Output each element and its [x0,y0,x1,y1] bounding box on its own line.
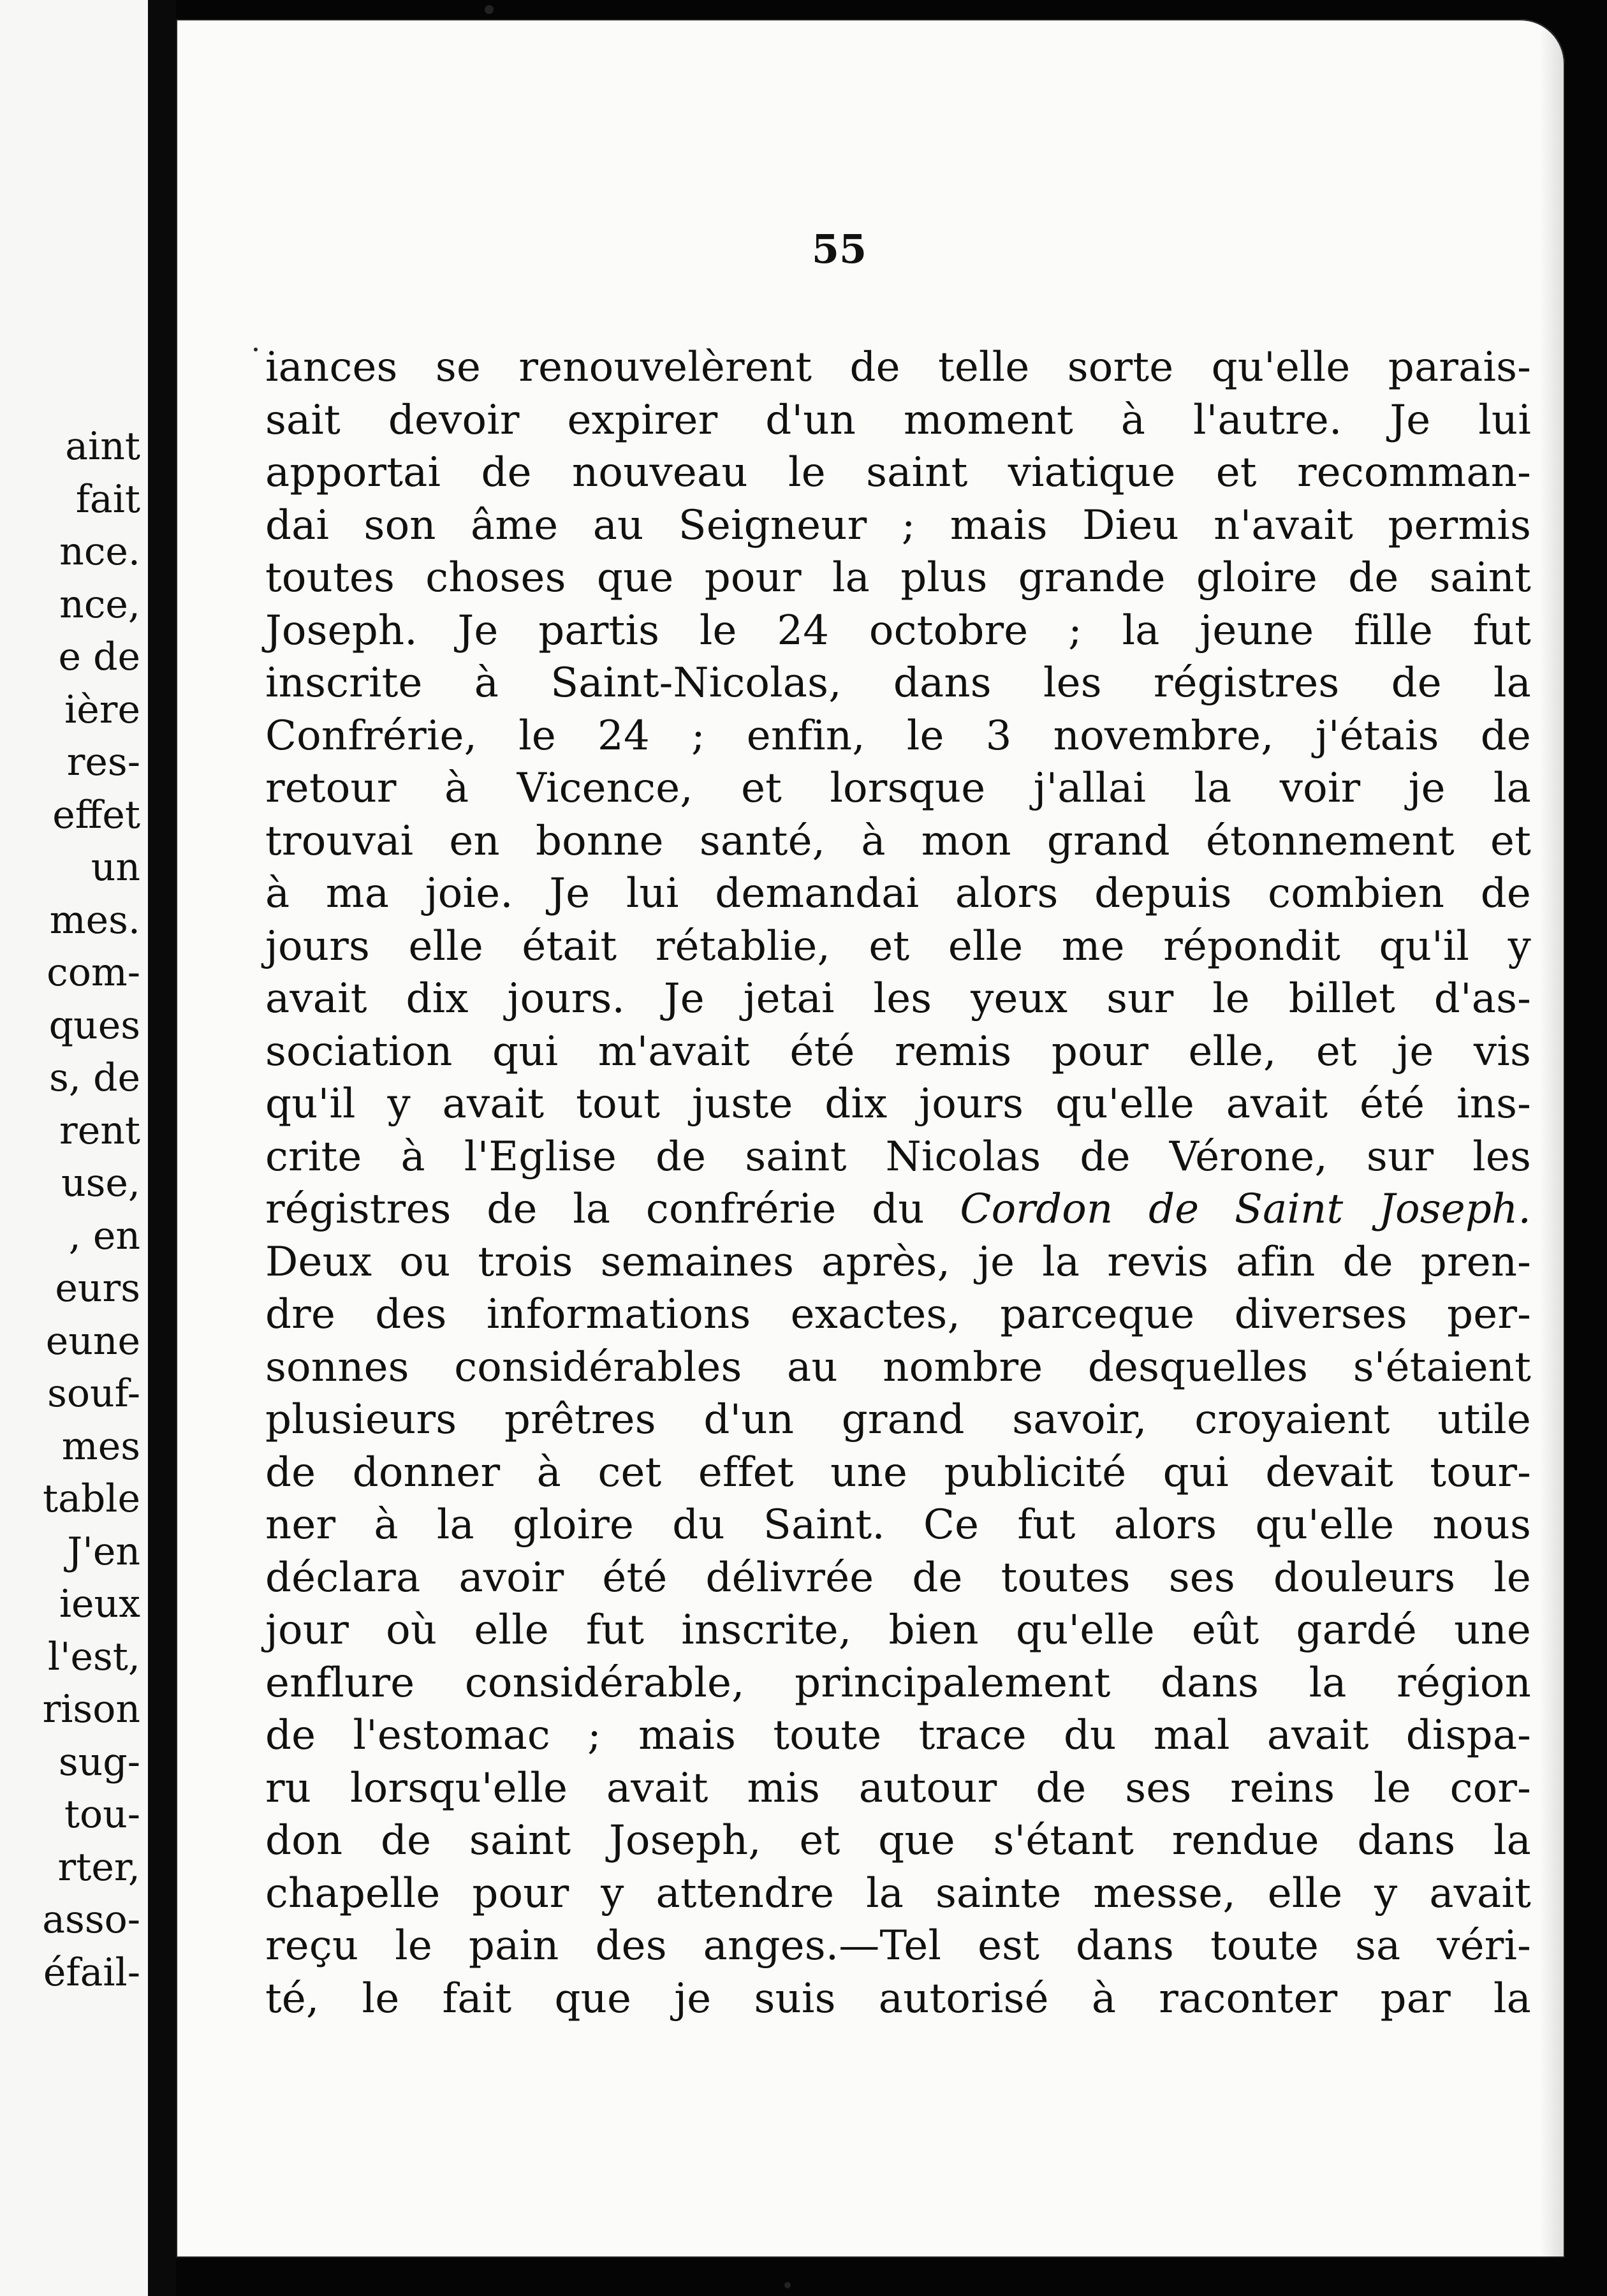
scan-speck [784,2282,791,2288]
text-line [265,1026,1531,1078]
text-line [265,710,1531,763]
text-line-content: Confrérie, le 24 ; enfin, le 3 novembre, j'étais de [265,712,1531,760]
previous-page-line: l'est, [47,1634,140,1679]
text-line [265,973,1531,1026]
text-line [265,920,1531,973]
text-line [265,1920,1531,1973]
previous-page-line: aint [65,424,140,469]
text-line [265,1078,1531,1131]
text-line [265,1183,1531,1236]
text-line [265,446,1531,499]
scan-speck [485,5,494,14]
text-line-content: don de saint Joseph, et que s'étant rendue dans la [265,1817,1531,1864]
previous-page-line: res- [66,740,140,784]
previous-page-line: rent [59,1108,140,1153]
text-line [265,1288,1531,1341]
previous-page-line: s, de [49,1056,140,1100]
previous-page-line: ière [64,687,140,732]
text-line-content: Joseph. Je partis le 24 octobre ; la jeune fille fut [265,607,1531,654]
previous-page-line: com- [47,950,140,995]
text-line-content: reçu le pain des anges.—Tel est dans toute sa véri- [265,1922,1531,1969]
previous-page-line: un [91,845,140,890]
previous-page-line: effet [52,792,140,837]
text-line [265,1341,1531,1394]
book-page [176,19,1565,2258]
previous-page-line: ieux [59,1582,140,1626]
text-line-content: sait devoir expirer d'un moment à l'autre. Je lui [265,396,1531,444]
text-line-content: ner à la gloire du Saint. Ce fut alors qu'elle nous [265,1501,1531,1549]
previous-page-line: J'en [67,1529,140,1574]
text-line [265,341,1531,394]
text-line [265,1446,1531,1499]
text-line-content: avait dix jours. Je jetai les yeux sur le billet d'as- [265,975,1531,1022]
text-line-content: qu'il y avait tout juste dix jours qu'elle avait été ins- [265,1080,1531,1128]
text-line [265,1236,1531,1289]
text-line [265,1131,1531,1184]
previous-page-line: tou- [64,1792,140,1837]
text-line-content: Deux ou trois semaines après, je la revis afin de pren- [265,1238,1531,1286]
previous-page-line: fait [75,476,140,522]
text-line-content: chapelle pour y attendre la sainte messe, elle y avait [265,1869,1531,1917]
text-line [265,657,1531,710]
previous-page-line: mes. [49,897,140,943]
text-line-content: jour où elle fut inscrite, bien qu'elle eût gardé une [265,1607,1531,1654]
text-line [265,867,1531,920]
text-line-content: apportai de nouveau le saint viatique et recomman- [265,449,1531,496]
text-line-content: sonnes considérables au nombre desquelles s'étaient [265,1343,1531,1391]
text-line-content: trouvai en bonne santé, à mon grand étonnement et [265,817,1531,865]
previous-page-line: e de [58,635,140,679]
text-line [265,1762,1531,1815]
text-line [265,815,1531,868]
previous-page-line: rison [42,1687,140,1732]
text-line [265,1709,1531,1762]
previous-page-line: asso- [42,1897,140,1942]
text-line-content: enflure considérable, principalement dans la région [265,1659,1531,1707]
text-line-content: régistres de la confrérie du [265,1186,960,1233]
text-line [265,394,1531,447]
previous-page-line: nce. [59,529,140,574]
text-line [265,1973,1531,2026]
text-line [265,1657,1531,1710]
text-line-content: retour à Vicence, et lorsque j'allai la voir je la [265,765,1531,812]
previous-page-line: nce, [59,582,140,627]
text-line [265,552,1531,605]
previous-page-line: éfail- [43,1950,140,1995]
text-line-content: dai son âme au Seigneur ; mais Dieu n'avait permis [265,501,1531,549]
text-line-content: de donner à cet effet une publicité qui devait tour- [265,1448,1531,1496]
text-line-content: dre des informations exactes, parceque diverses per- [265,1291,1531,1338]
text-line-content: crite à l'Eglise de saint Nicolas de Vérone, sur les [265,1133,1531,1181]
text-line-content: de l'estomac ; mais toute trace du mal avait dispa- [265,1712,1531,1759]
page-number: 55 [811,226,867,272]
italic-title: Cordon de Saint Joseph. [960,1186,1531,1233]
text-line [265,605,1531,658]
text-line [265,762,1531,815]
text-line-content: à ma joie. Je lui demandai alors depuis combien de [265,870,1531,917]
previous-page-line: sug- [58,1739,140,1785]
previous-page-line: use, [61,1161,140,1205]
text-line-content: ru lorsqu'elle avait mis autour de ses reins le cor- [265,1764,1531,1812]
text-line-content: toutes choses que pour la plus grande gloire de saint [265,554,1531,601]
text-line [265,499,1531,552]
previous-page-line: , en [68,1213,140,1258]
text-line-content: déclara avoir été délivrée de toutes ses douleurs le [265,1554,1531,1601]
previous-page-line: ques [48,1003,140,1048]
scan-speck [254,348,258,351]
text-line [265,1552,1531,1605]
text-line-content: iances se renouvelèrent de telle sorte qu'elle parais- [265,344,1531,391]
text-line-content: té, le fait que je suis autorisé à raconter par la [265,1975,1531,2022]
previous-page-line: eurs [55,1266,140,1311]
text-line-content: plusieurs prêtres d'un grand savoir, croyaient utile [265,1396,1531,1443]
text-line [265,1394,1531,1446]
previous-page-line: rter, [57,1844,140,1890]
page-edge-shadow [1539,19,1565,2258]
text-line [265,1604,1531,1657]
previous-page-edge [0,0,148,2296]
previous-page-line: souf- [47,1371,140,1416]
text-line [265,1814,1531,1867]
text-line-content: jours elle était rétablie, et elle me répondit qu'il y [265,922,1531,970]
text-line [265,1867,1531,1920]
text-line [265,1499,1531,1552]
previous-page-line: mes [61,1424,140,1469]
text-line-content: sociation qui m'avait été remis pour elle, et je vis [265,1027,1531,1075]
body-text [265,341,1531,2025]
previous-page-line: eune [45,1318,140,1364]
book-gutter [148,0,176,2296]
previous-page-line: table [43,1476,140,1521]
text-line-content: inscrite à Saint-Nicolas, dans les régistres de la [265,659,1531,707]
